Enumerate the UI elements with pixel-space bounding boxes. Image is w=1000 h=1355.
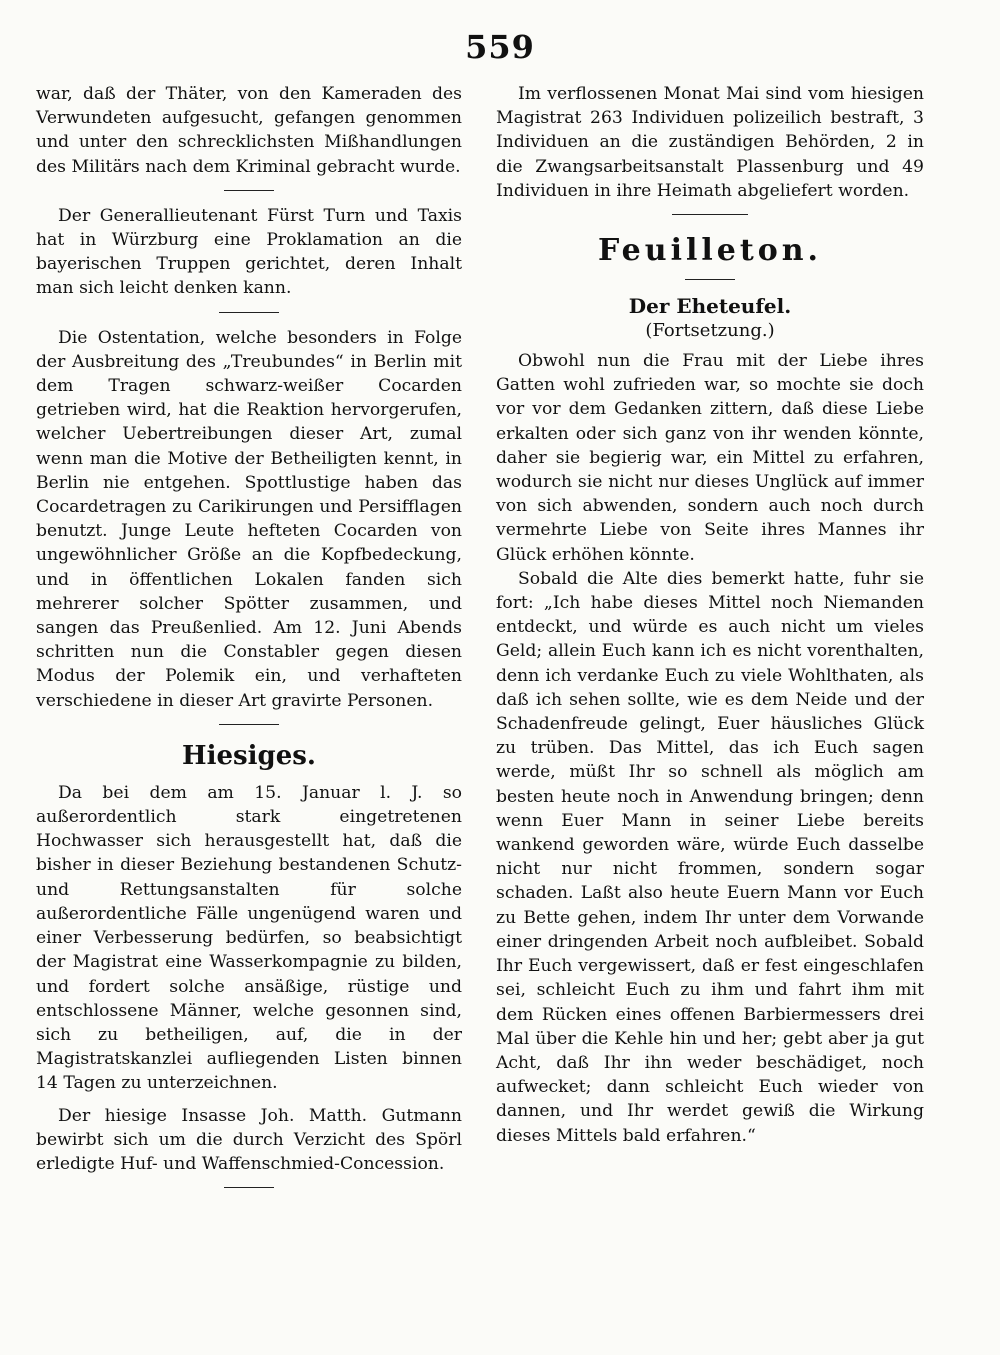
article-end-paragraph: war, daß der Thäter, von den Kameraden des Verwundeten aufgesucht, gefangen genommen und unter den schrecklichsten Mißhandlungen des Militärs nach dem Kriminal gebracht wurde. — [36, 84, 462, 177]
article-divider — [224, 1187, 274, 1188]
story-title: Der Eheteufel. — [628, 294, 792, 319]
article-divider — [219, 724, 279, 725]
heading-divider — [685, 279, 735, 280]
story-paragraph-2: Sobald die Alte dies bemerkt hatte, fuhr sie fort: „Ich habe dieses Mittel noch Niemanden entdeckt, und würde es auch nicht um vieles Geld; allein Euch kann ich es nicht vorenthalten, denn ich verdanke Euch zu viele Wohlthaten, als daß ich sehen sollte, wie es dem Neide und der Schadenfreude gelingt, Euer häusliches Glück zu trüben. Das Mittel, das ich Euch sagen werde, müßt Ihr so schnell als möglich am besten heute noch in Anwendung bringen; denn wenn Euer Mann in seiner Liebe bereits wankend geworden wäre, würde Euch dasselbe nicht nur nicht frommen, sondern sogar schaden. Laßt also heute Euern Mann vor Euch zu Bette gehen, indem Ihr unter dem Vorwande einer dringenden Arbeit noch aufbleibet. Sobald Ihr Euch vergewissert, daß er fest eingeschlafen sei, schleicht Euch zu ihm und fahrt ihm mit dem Rücken eines offenen Barbiermessers drei Mal über die Kehle hin und her; gebt aber ja gut Acht, daß Ihr ihn weder beschädiget, noch aufwecket; dann schleicht Euch wieder von dannen, und Ihr werdet gewiß die Wirkung dieses Mittels bald erfahren.“ — [496, 568, 924, 1146]
left-column — [36, 82, 462, 1201]
article-divider — [219, 312, 279, 313]
article-gutmann: Der hiesige Insasse Joh. Matth. Gutmann bewirbt sich um die durch Verzicht des Spörl erledigte Huf- und Waffenschmied-Concession. — [36, 1105, 462, 1174]
article-turn-taxis: Der Generallieutenant Fürst Turn und Taxis hat in Würzburg eine Proklamation an die bayerischen Truppen gerichtet, deren Inhalt man sich leicht denken kann. — [36, 205, 462, 299]
section-heading-local: Hiesiges. — [182, 740, 316, 771]
story-paragraph-1: Obwohl nun die Frau mit der Liebe ihres Gatten wohl zufrieden war, so mochte sie doch vor vor dem Gedanken zittern, daß diese Liebe erkalten oder sich ganz von ihr wenden könnte, daher sie begierig war, ein Mittel zu erfahren, wodurch sie nicht nur dieses Unglück auf immer von sich abwenden, sondern auch noch durch vermehrte Liebe von Seite ihres Mannes ihr Glück erhöhen könnte. — [496, 351, 924, 565]
article-treubund: Die Ostentation, welche besonders in Folge der Ausbreitung des „Treubundes“ in Berlin mit dem Tragen schwarz-weißer Cocarden getrieben wird, hat die Reaktion hervorgerufen, welcher Uebertreibungen dieser Art, zumal wenn man die Motive der Betheiligten kennt, in Berlin nie entgehen. Spottlustige haben das Cocardetragen zu Carikirungen und Persifflagen benutzt. Junge Leute hefteten Cocarden von ungewöhnlicher Größe an die Kopfbedeckung, und in öffentlichen Lokalen fanden sich mehrerer solcher Spötter zusammen, und sangen das Preußenlied. Am 12. Juni Abends schritten nun die Constabler gegen diesen Modus der Polemik ein, und verhafteten verschiedene in dieser Art gravirte Personen. — [36, 327, 462, 711]
article-divider — [224, 190, 274, 191]
article-hochwasser: Da bei dem am 15. Januar l. J. so außerordentlich stark eingetretenen Hochwasser sich herausgestellt hat, daß die bisher in dieser Beziehung bestandenen Schutz- und Rettungsanstalten für solche außerordentliche Fälle ungenügend waren und einer Verbesserung bedürfen, so beabsichtigt der Magistrat eine Wasserkompagnie zu bilden, und fordert solche ansäßige, rüstige und entschlossene Männer, welche gesonnen sind, sich zu betheiligen, auf, die in der Magistratskanzlei aufliegenden Listen binnen 14 Tagen zu unterzeichnen. — [36, 782, 462, 1094]
section-heading-feuilleton: Feuilleton. — [598, 233, 822, 269]
article-magistrat-statistik: Im verflossenen Monat Mai sind vom hiesigen Magistrat 263 Individuen polizeilich bestraft, 3 Individuen an die zuständigen Behörden, 2 in die Zwangsarbeitsanstalt Plassenburg und 49 Individuen in ihre Heimath abgeliefert worden. — [496, 84, 924, 201]
story-continuation-label: (Fortsetzung.) — [645, 320, 775, 342]
right-column — [496, 82, 924, 1148]
article-divider — [672, 214, 748, 215]
page-number: 559 — [465, 28, 535, 66]
